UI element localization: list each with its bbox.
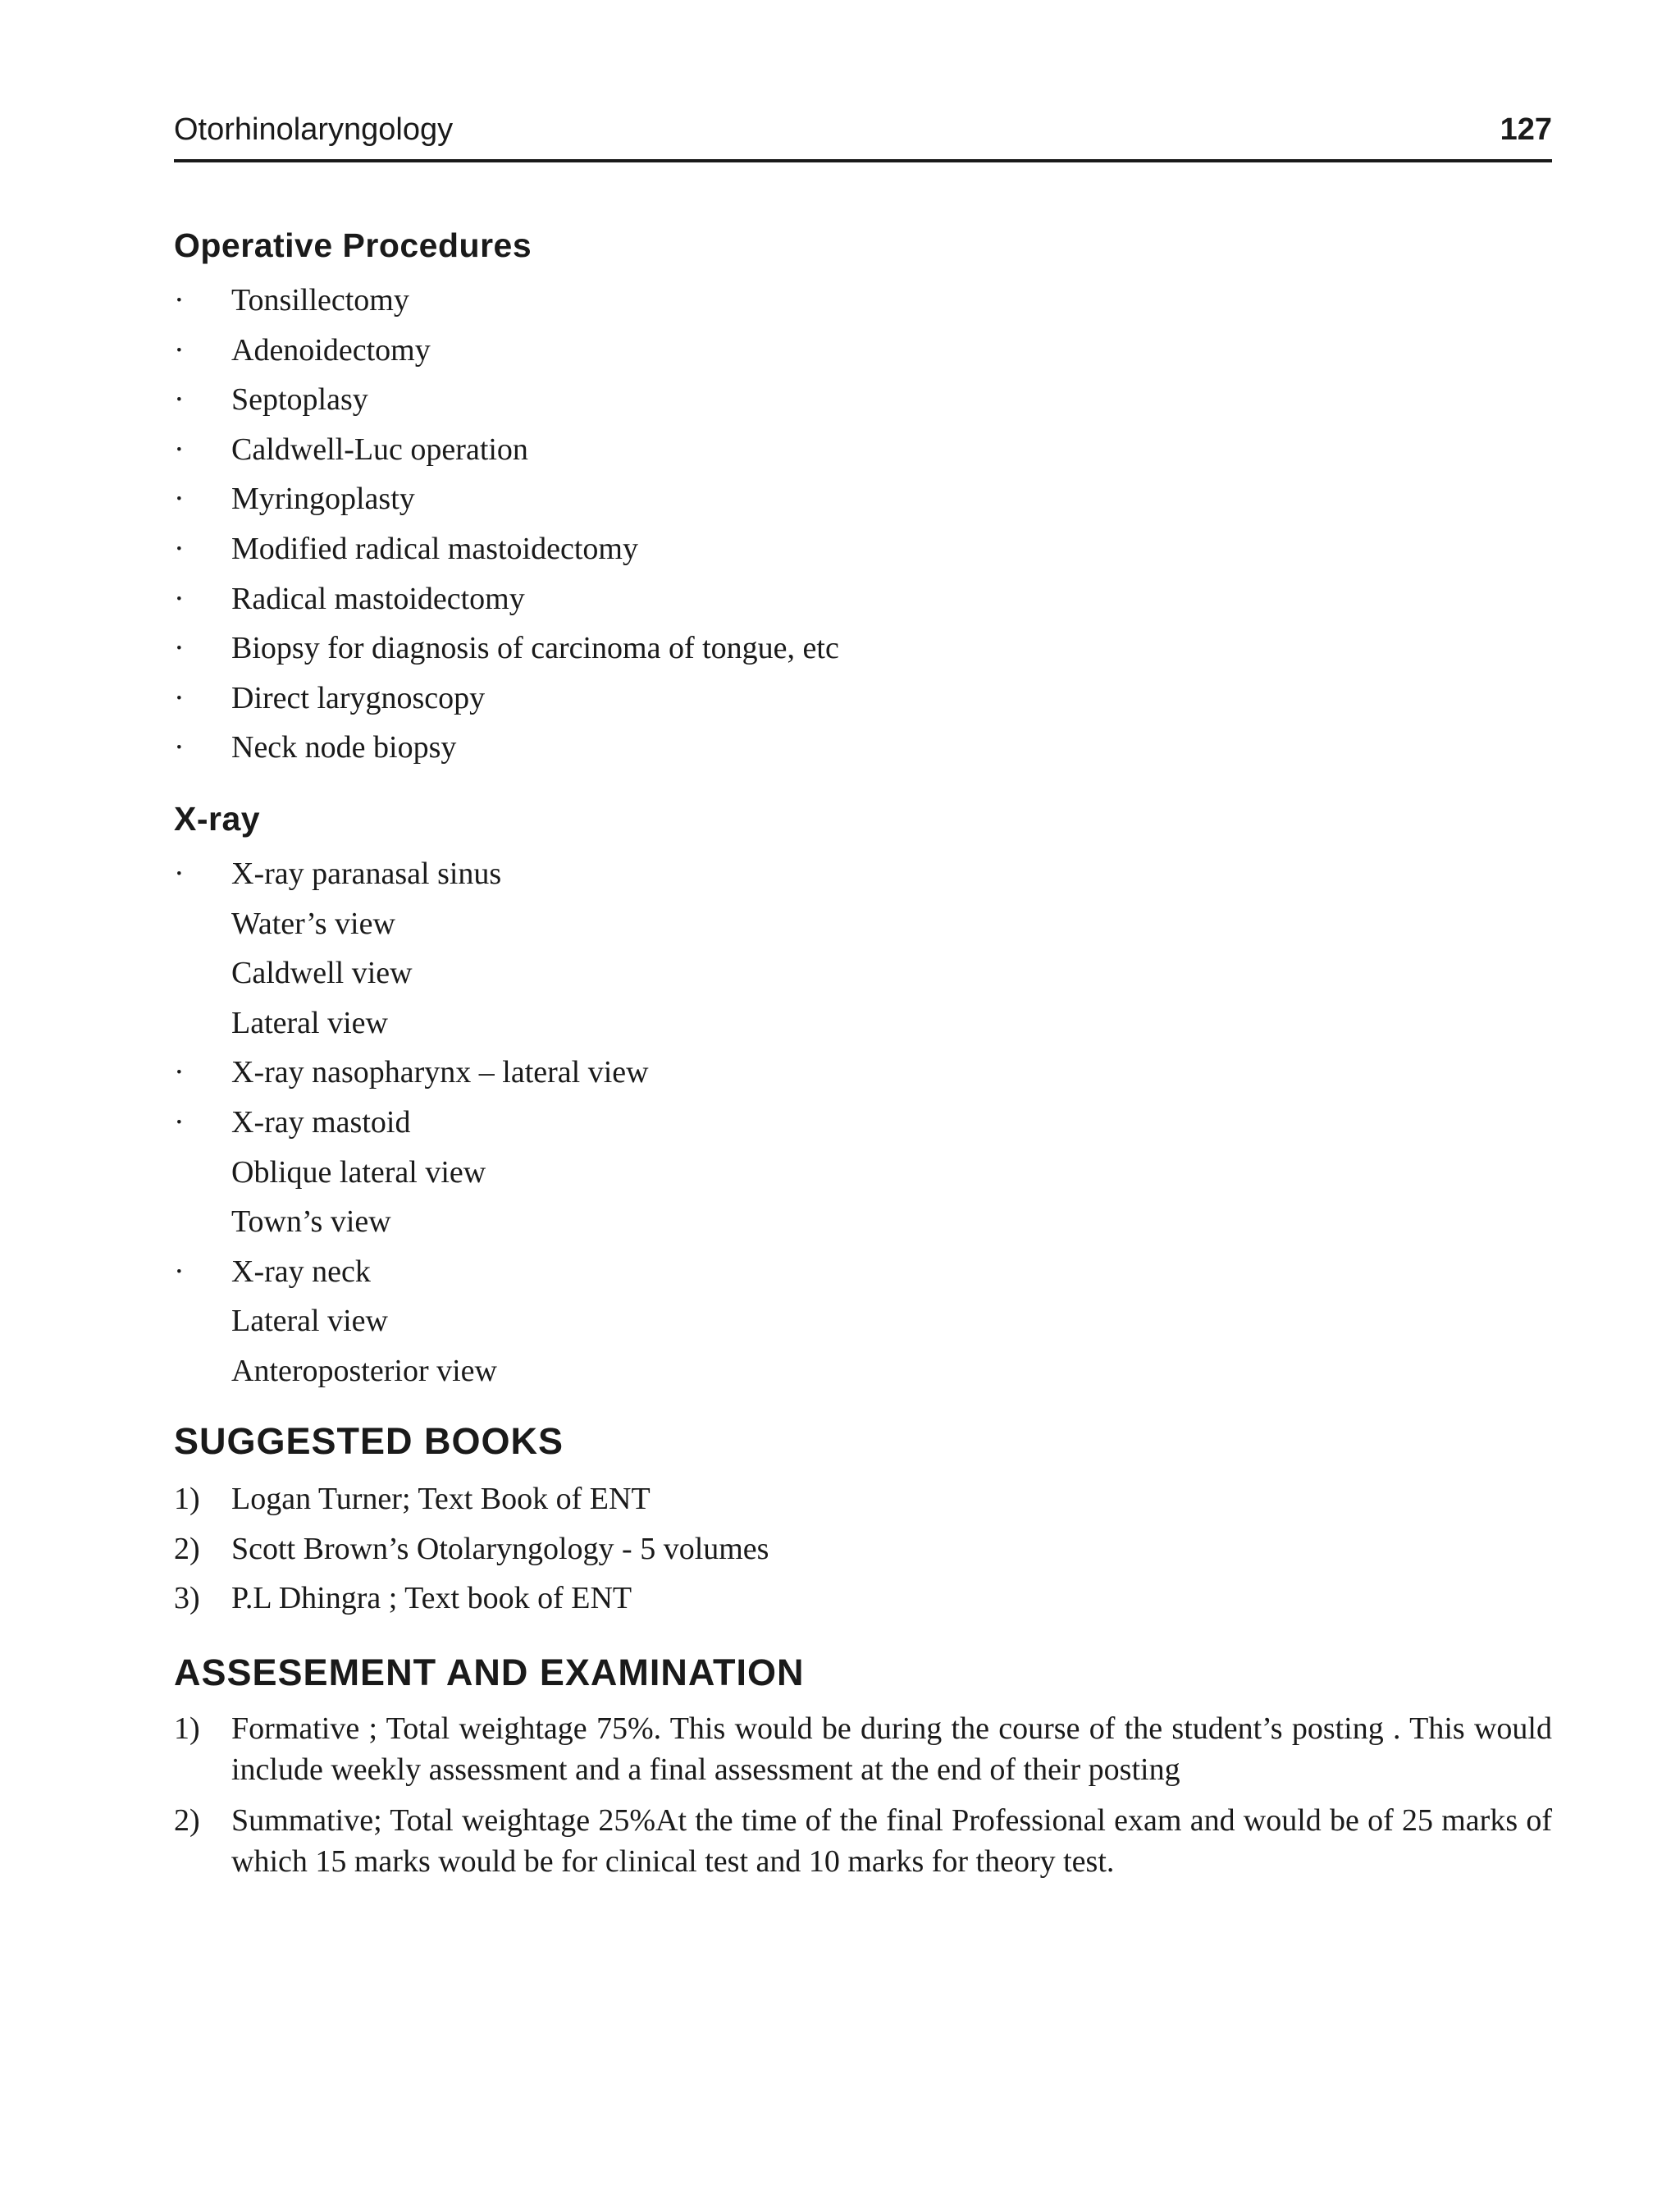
assessment-item-text: Formative ; Total weightage 75%. This would be during the course of the student’s posting . This would include weekly assessment and a final assessment at the end of their posting — [231, 1711, 1552, 1787]
list-item — [174, 899, 1552, 949]
list-item-text: Oblique lateral view — [231, 1154, 486, 1190]
running-header — [174, 110, 1552, 162]
running-head-title: Otorhinolaryngology — [174, 112, 454, 147]
list-item-text: X-ray paranasal sinus — [231, 857, 502, 891]
bullet-marker: · — [174, 482, 185, 517]
list-item-text: X-ray mastoid — [231, 1104, 411, 1140]
list-item-text: Tonsillectomy — [231, 283, 409, 318]
list-item — [174, 1346, 1552, 1396]
bullet-marker: · — [174, 332, 185, 368]
list-item-text: Modified radical mastoidectomy — [231, 531, 638, 566]
list-item — [174, 1296, 1552, 1346]
bullet-marker: · — [174, 1055, 185, 1090]
list-item — [174, 326, 1552, 376]
list-item-text: Lateral view — [231, 1304, 388, 1339]
list-item — [174, 375, 1552, 425]
list-item-text: Radical mastoidectomy — [231, 581, 525, 616]
list-item-text: Septoplasy — [231, 382, 368, 418]
list-item-text: P.L Dhingra ; Text book of ENT — [231, 1581, 632, 1616]
list-item — [174, 723, 1552, 773]
list-item-text: Caldwell view — [231, 956, 413, 991]
list-item-text: Adenoidectomy — [231, 332, 431, 368]
item-number: 1) — [174, 1711, 200, 1746]
bullet-marker: · — [174, 1104, 185, 1140]
bullet-marker: · — [174, 531, 185, 566]
bullet-marker: · — [174, 857, 185, 891]
list-item — [174, 849, 1552, 899]
suggested-books-list — [174, 1474, 1552, 1624]
assessment-item-text: Summative; Total weightage 25%At the time of the final Professional exam and would be of 25 marks of which 15 marks would be for clinical test and 10 marks for theory test. — [231, 1803, 1552, 1879]
bullet-marker: · — [174, 581, 185, 616]
assessment-item-summative — [174, 1800, 1552, 1882]
list-item-text: Neck node biopsy — [231, 730, 457, 765]
list-item-text: Water’s view — [231, 906, 395, 941]
list-item — [174, 1474, 1552, 1524]
list-item — [174, 624, 1552, 674]
xray-heading: X-ray — [174, 800, 261, 838]
list-item — [174, 276, 1552, 326]
list-item-text: Biopsy for diagnosis of carcinoma of tongue, etc — [231, 631, 839, 666]
page-number: 127 — [1500, 112, 1552, 147]
xray-list — [174, 849, 1552, 1396]
list-item — [174, 1197, 1552, 1247]
bullet-marker: · — [174, 730, 185, 765]
item-number: 1) — [174, 1482, 200, 1516]
list-item-text: X-ray nasopharynx – lateral view — [231, 1055, 649, 1090]
list-item — [174, 1524, 1552, 1574]
assessment-item-formative — [174, 1708, 1552, 1790]
list-item — [174, 574, 1552, 624]
list-item — [174, 1574, 1552, 1624]
item-number: 2) — [174, 1531, 200, 1566]
list-item — [174, 524, 1552, 574]
bullet-marker: · — [174, 680, 185, 715]
item-number: 2) — [174, 1803, 200, 1838]
list-item-text: Myringoplasty — [231, 482, 415, 517]
operative-procedures-heading: Operative Procedures — [174, 226, 532, 264]
list-item — [174, 948, 1552, 998]
list-item-text: X-ray neck — [231, 1254, 371, 1289]
list-item — [174, 1148, 1552, 1198]
list-item-text: Anteroposterior view — [231, 1353, 497, 1388]
list-item — [174, 425, 1552, 475]
list-item-text: Direct larygnoscopy — [231, 680, 486, 715]
bullet-marker: · — [174, 283, 185, 318]
bullet-marker: · — [174, 631, 185, 666]
suggested-books-heading: SUGGESTED BOOKS — [174, 1420, 564, 1462]
list-item — [174, 474, 1552, 524]
list-item-text: Scott Brown’s Otolaryngology - 5 volumes — [231, 1531, 769, 1566]
operative-procedures-list — [174, 276, 1552, 773]
bullet-marker: · — [174, 382, 185, 418]
list-item — [174, 1048, 1552, 1098]
list-item-text: Town’s view — [231, 1204, 391, 1240]
list-item — [174, 1098, 1552, 1148]
bullet-marker: · — [174, 1254, 185, 1289]
list-item — [174, 1247, 1552, 1297]
list-item — [174, 674, 1552, 724]
list-item-text: Lateral view — [231, 1005, 388, 1040]
item-number: 3) — [174, 1581, 200, 1616]
list-item — [174, 998, 1552, 1048]
bullet-marker: · — [174, 432, 185, 467]
assessment-heading: ASSESEMENT AND EXAMINATION — [174, 1652, 805, 1693]
list-item-text: Caldwell-Luc operation — [231, 432, 528, 467]
list-item-text: Logan Turner; Text Book of ENT — [231, 1482, 651, 1516]
